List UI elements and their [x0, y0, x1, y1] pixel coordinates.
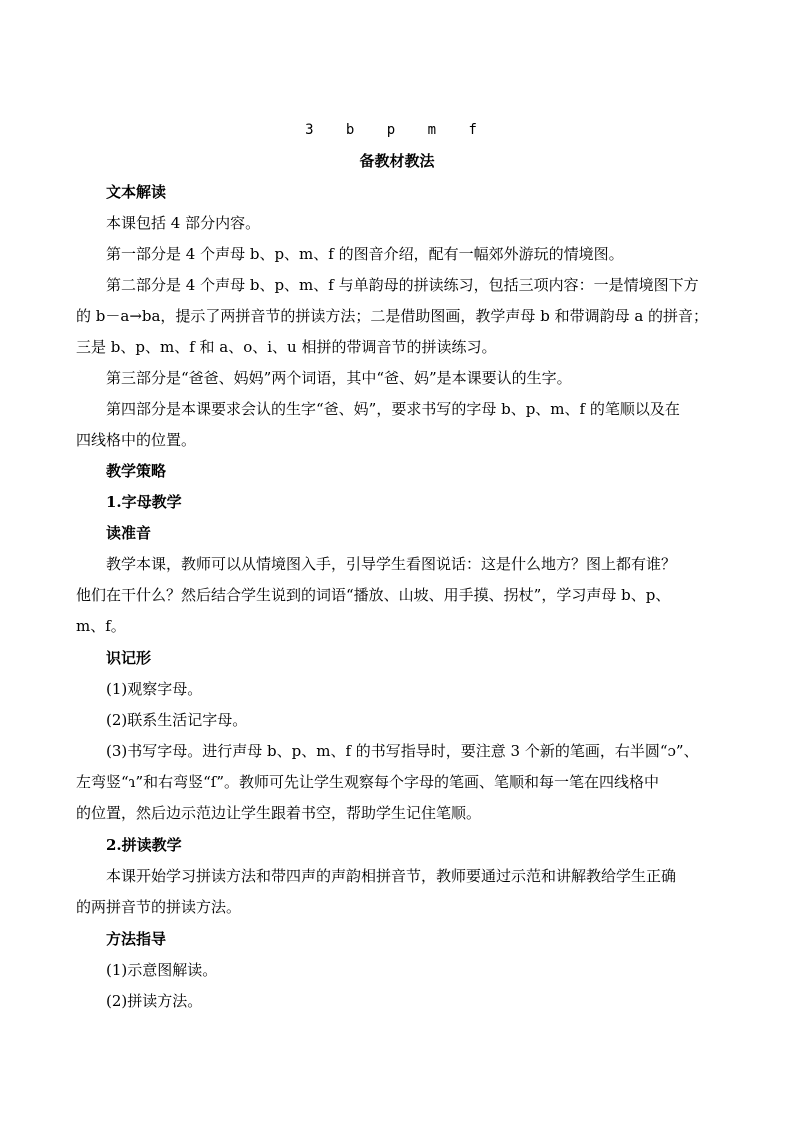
paragraph-part-three: 第三部分是“爸爸、妈妈”两个词语，其中“爸、妈”是本课要认的生字。 [106, 369, 572, 387]
document-subtitle: 备教材教法 [359, 152, 435, 170]
section-heading-text-reading: 文本解读 [106, 183, 167, 201]
subheading-remember-shape: 识记形 [106, 649, 152, 667]
list-item-life-memory: (2)联系生活记字母。 [106, 711, 248, 729]
paragraph-pinyin-line-1: 本课开始学习拼读方法和带四声的声韵相拼音节，教师要通过示范和讲解教给学生正确 [106, 867, 677, 885]
paragraph-overview: 本课包括 4 部分内容。 [106, 214, 261, 232]
lesson-title: 3 b p m f [305, 122, 489, 138]
paragraph-part-one: 第一部分是 4 个声母 b、p、m、f 的图音介绍，配有一幅郊外游玩的情境图。 [106, 245, 624, 263]
subheading-method-guidance: 方法指导 [106, 930, 167, 948]
paragraph-part-two-line-2: 的 b－a→ba，提示了两拼音节的拼读方法；二是借助图画，教学声母 b 和带调韵母 a 的拼音； [76, 307, 709, 325]
section-heading-strategy: 教学策略 [106, 462, 167, 480]
list-item-writing-line-1: (3)书写字母。进行声母 b、p、m、f 的书写指导时，要注意 3 个新的笔画，右半圆“ɔ”、 [106, 742, 699, 760]
list-item-writing-line-2: 左弯竖“ɿ”和右弯竖“ſ”。教师可先让学生观察每个字母的笔画、笔顺和每一笔在四线格中 [76, 773, 660, 791]
paragraph-pinyin-line-2: 的两拼音节的拼读方法。 [76, 898, 242, 916]
list-item-writing-line-3: 的位置，然后边示范边让学生跟着书空，帮助学生记住笔顺。 [76, 804, 482, 822]
list-item-pinyin-method: (2)拼读方法。 [106, 992, 203, 1010]
paragraph-part-two-line-1: 第二部分是 4 个声母 b、p、m、f 与单韵母的拼读练习，包括三项内容：一是情境图下方 [106, 276, 699, 294]
list-item-diagram-reading: (1)示意图解读。 [106, 961, 218, 979]
paragraph-read-line-2: 他们在干什么？然后结合学生说到的词语“播放、山坡、用手摸、拐杖”，学习声母 b、p、 [76, 586, 671, 604]
paragraph-part-four-line-1: 第四部分是本课要求会认的生字“爸、妈”，要求书写的字母 b、p、m、f 的笔顺以及在 [106, 400, 680, 418]
paragraph-read-line-3: m、f。 [76, 617, 126, 635]
subheading-pinyin-teaching: 2.拼读教学 [106, 836, 182, 854]
paragraph-part-four-line-2: 四线格中的位置。 [76, 431, 197, 449]
paragraph-part-two-line-3: 三是 b、p、m、f 和 a、o、i、u 相拼的带调音节的拼读练习。 [76, 338, 497, 356]
paragraph-read-line-1: 教学本课，教师可以从情境图入手，引导学生看图说话：这是什么地方？图上都有谁？ [106, 555, 677, 573]
subheading-read-sound: 读准音 [106, 524, 152, 542]
subheading-letter-teaching: 1.字母教学 [106, 493, 182, 511]
list-item-observe-letters: (1)观察字母。 [106, 680, 203, 698]
